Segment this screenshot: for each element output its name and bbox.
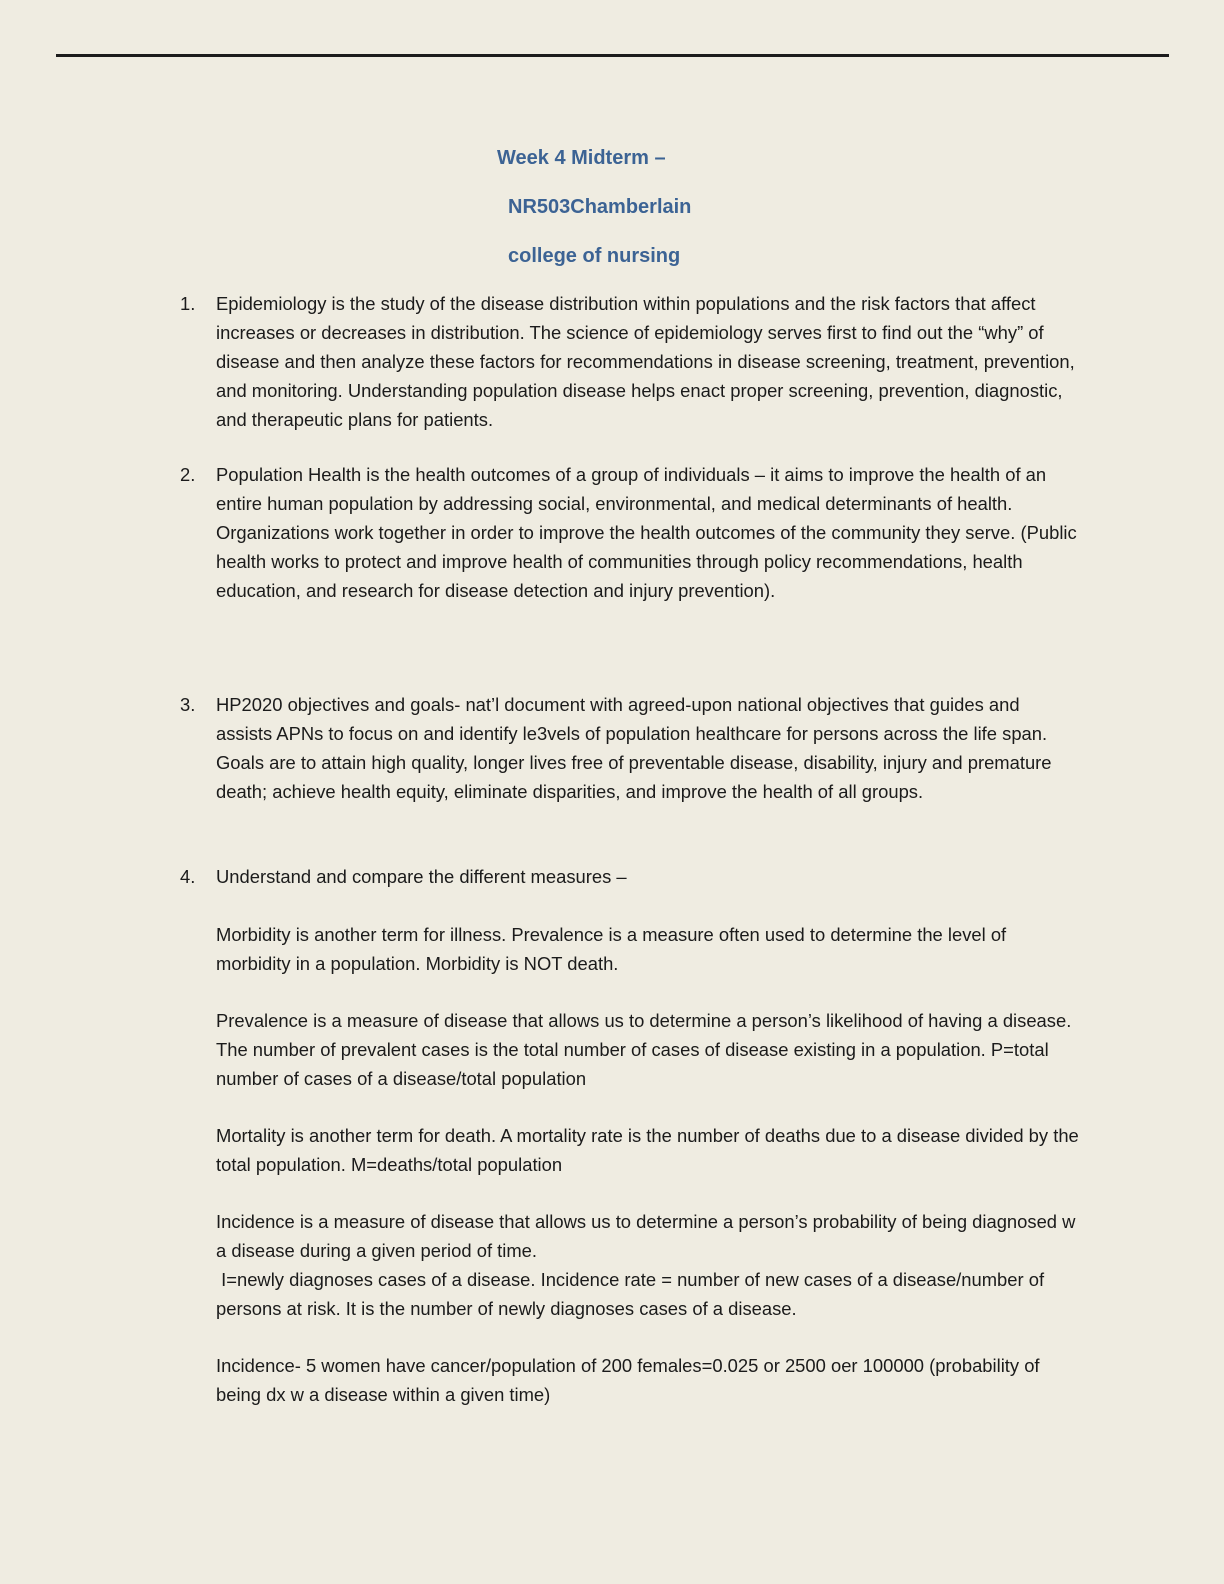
list-item-text: Understand and compare the different measures – bbox=[216, 866, 627, 887]
incidence-definition: Incidence is a measure of disease that allows us to determine a person’s probability of being diagnosed w a disease during a given period of time. bbox=[216, 1211, 1076, 1261]
mortality-paragraph: Mortality is another term for death. A mortality rate is the number of deaths due to a disease divided by the total population. M=deaths/total population bbox=[216, 1125, 1079, 1175]
list-item-epidemiology bbox=[180, 289, 1080, 434]
document-course: NR503Chamberlain bbox=[508, 196, 692, 218]
list-number: 4. bbox=[180, 866, 196, 887]
list-item-text: Epidemiology is the study of the disease distribution within populations and the risk factors that affect increases or decreases in distribution. The science of epidemiology serves first to find out the “why” of disease and then analyze these factors for recommendations in disease screening, treatment, prevention, and monitoring. Understanding population disease helps enact proper screening, prevention, diagnostic, and therapeutic plans for patients. bbox=[216, 293, 1075, 430]
morbidity-paragraph: Morbidity is another term for illness. Prevalence is a measure often used to determine the level of morbidity in a population. Morbidity is NOT death. bbox=[216, 924, 1007, 974]
header-rule bbox=[56, 54, 1169, 57]
prevalence-paragraph: Prevalence is a measure of disease that allows us to determine a person’s likelihood of having a disease. The number of prevalent cases is the total number of cases of disease existing in a population. P=total number of cases of a disease/total population bbox=[216, 1010, 1072, 1089]
document-title: Week 4 Midterm – bbox=[497, 147, 666, 169]
list-item-measures bbox=[180, 862, 1080, 891]
document-college: college of nursing bbox=[508, 245, 681, 267]
list-number: 1. bbox=[180, 293, 196, 314]
list-item-text: Population Health is the health outcomes of a group of individuals – it aims to improve the health of an entire human population by addressing social, environmental, and medical determinants of health. Organizations work together in order to improve the health outcomes of the community they serve. (Public health works to protect and improve health of communities through policy recommendations, health education, and research for disease detection and injury prevention). bbox=[216, 464, 1077, 601]
list-item-hp2020 bbox=[180, 690, 1080, 806]
incidence-example-paragraph: Incidence- 5 women have cancer/population of 200 females=0.025 or 2500 oer 100000 (probability of being dx w a disease within a given time) bbox=[216, 1355, 1040, 1405]
list-number: 2. bbox=[180, 464, 196, 485]
list-number: 3. bbox=[180, 694, 196, 715]
list-item-text: HP2020 objectives and goals- nat’l document with agreed-upon national objectives that guides and assists APNs to focus on and identify le3vels of population healthcare for persons across the life span. Goals are to attain high quality, longer lives free of preventable disease, disability, injury and premature death; achieve health equity, eliminate disparities, and improve the health of all groups. bbox=[216, 694, 1052, 802]
incidence-paragraph bbox=[216, 1207, 1080, 1323]
incidence-formula: I=newly diagnoses cases of a disease. Incidence rate = number of new cases of a disease/number of persons at risk. It is the number of newly diagnoses cases of a disease. bbox=[216, 1269, 1050, 1319]
list-item-population-health bbox=[180, 460, 1080, 605]
